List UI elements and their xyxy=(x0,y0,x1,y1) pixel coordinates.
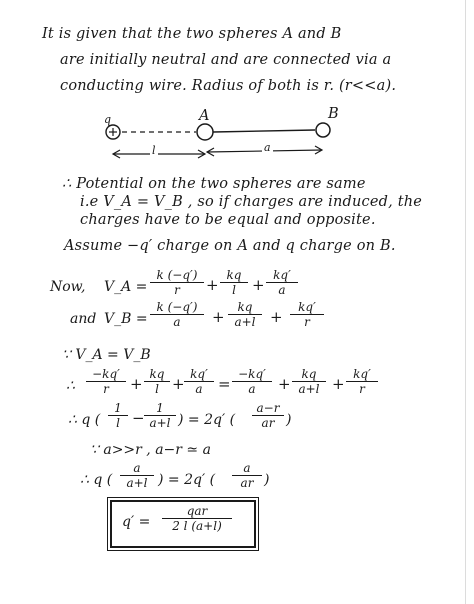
plus-sign: + xyxy=(130,375,143,393)
eq4-frac-2-den: a+l xyxy=(149,416,171,430)
intro-line-3: conducting wire. Radius of both is r. (r<<a). xyxy=(60,78,397,94)
potential-line-1: ∴ Potential on the two spheres are same xyxy=(62,176,366,192)
potential-line-3: charges have to be equal and opposite. xyxy=(80,212,376,228)
eq3-term-2-den: l xyxy=(155,382,159,396)
eq4-frac-1-den: l xyxy=(116,416,120,430)
plus-sign: + xyxy=(252,276,265,294)
eq4-frac-3-den: ar xyxy=(261,416,275,430)
va-term-2-num: kq xyxy=(226,268,242,282)
va-term-1 xyxy=(150,268,204,297)
minus-sign: − xyxy=(132,409,145,427)
va-term-2 xyxy=(220,268,248,297)
eq5-lhs: ∴ q ( xyxy=(80,472,113,488)
since-va-equals-vb: ∵ V_A = V_B xyxy=(62,347,151,363)
plus-sign: + xyxy=(270,308,283,326)
eq4-frac-3 xyxy=(252,401,284,430)
vb-term-2-den: a+l xyxy=(234,315,256,329)
eq5-frac-1-den: a+l xyxy=(126,476,148,490)
now-label: Now, xyxy=(50,279,86,295)
va-term-3-den: a xyxy=(278,283,286,297)
eq4-frac-2 xyxy=(144,401,176,430)
assume-line: Assume −q′ charge on A and q charge on B. xyxy=(64,238,396,254)
intro-line-1: It is given that the two spheres A and B xyxy=(42,26,342,42)
result-lhs: q′ = xyxy=(122,514,151,530)
eq3-term-6 xyxy=(346,367,378,396)
eq5-frac-1-num: a xyxy=(133,461,141,475)
plus-sign: + xyxy=(206,276,219,294)
figure-label-a-distance: a xyxy=(264,141,271,154)
sphere-b xyxy=(316,123,330,137)
eq5-frac-1 xyxy=(120,461,154,490)
plus-sign: + xyxy=(212,308,225,326)
eq5-mid: ) = 2q′ ( xyxy=(158,472,216,488)
vb-term-1-num: k (−q′) xyxy=(156,300,198,314)
eq3-term-5 xyxy=(292,367,326,396)
eq4-frac-3-num: a−r xyxy=(256,401,280,415)
figure-label-l: l xyxy=(152,144,156,157)
eq3-term-5-den: a+l xyxy=(298,382,320,396)
eq3-term-4-num: −kq′ xyxy=(238,367,266,381)
result-fraction xyxy=(162,504,232,533)
result-denominator: 2 l (a+l) xyxy=(172,519,222,533)
va-term-1-den: r xyxy=(174,283,180,297)
eq3-term-3-den: a xyxy=(195,382,203,396)
vb-term-3 xyxy=(290,300,324,329)
eq3-term-1-den: r xyxy=(103,382,109,396)
eq3-term-2-num: kq xyxy=(149,367,165,381)
eq4-frac-1 xyxy=(108,401,128,430)
vb-lhs: V_B = xyxy=(104,311,148,327)
eq4-lhs: ∴ q ( xyxy=(68,412,101,428)
eq4-frac-1-num: 1 xyxy=(114,401,122,415)
eq3-term-4-den: a xyxy=(248,382,256,396)
eq3-term-5-num: kq xyxy=(301,367,317,381)
conducting-wire xyxy=(213,130,315,132)
eq3-term-6-num: kq′ xyxy=(353,367,371,381)
va-term-1-num: k (−q′) xyxy=(156,268,198,282)
eq3-term-6-den: r xyxy=(359,382,365,396)
equals-sign: = xyxy=(218,375,231,393)
va-lhs: V_A = xyxy=(104,279,148,295)
eq4-mid: ) = 2q′ ( xyxy=(178,412,236,428)
eq5-frac-2-num: a xyxy=(243,461,251,475)
vb-term-2 xyxy=(228,300,262,329)
plus-sign: + xyxy=(172,375,185,393)
plus-sign: + xyxy=(332,375,345,393)
eq4-frac-2-num: 1 xyxy=(156,401,164,415)
intro-line-2: are initially neutral and are connected via a xyxy=(60,52,392,68)
eq3-term-1 xyxy=(86,367,126,396)
eq3-term-2 xyxy=(144,367,170,396)
eq3-term-3-num: kq′ xyxy=(190,367,208,381)
vb-term-3-den: r xyxy=(304,315,310,329)
eq3-term-4 xyxy=(232,367,272,396)
spheres-diagram xyxy=(0,108,474,168)
figure-label-b: B xyxy=(328,106,339,122)
eq4-end: ) xyxy=(286,412,292,428)
eq5-frac-2 xyxy=(232,461,262,490)
vb-term-1-den: a xyxy=(173,315,181,329)
potential-line-2: i.e V_A = V_B , so if charges are induced, the xyxy=(80,194,423,210)
figure-label-a: A xyxy=(199,108,210,124)
approximation-line: ∵ a>>r , a−r ≃ a xyxy=(90,442,211,458)
va-term-3 xyxy=(266,268,298,297)
plus-sign: + xyxy=(278,375,291,393)
eq3-term-3 xyxy=(184,367,214,396)
eq5-frac-2-den: ar xyxy=(240,476,254,490)
vb-term-3-num: kq′ xyxy=(298,300,316,314)
therefore-symbol: ∴ xyxy=(66,378,75,394)
page-edge-rule xyxy=(465,0,466,604)
sphere-a xyxy=(197,124,213,140)
eq3-term-1-num: −kq′ xyxy=(92,367,120,381)
va-term-2-den: l xyxy=(232,283,236,297)
vb-term-1 xyxy=(150,300,204,329)
result-numerator: qar xyxy=(186,504,208,518)
figure-label-q: q xyxy=(104,113,112,126)
and-label: and xyxy=(70,311,97,327)
va-term-3-num: kq′ xyxy=(273,268,291,282)
vb-term-2-num: kq xyxy=(237,300,253,314)
eq5-end: ) xyxy=(264,472,270,488)
